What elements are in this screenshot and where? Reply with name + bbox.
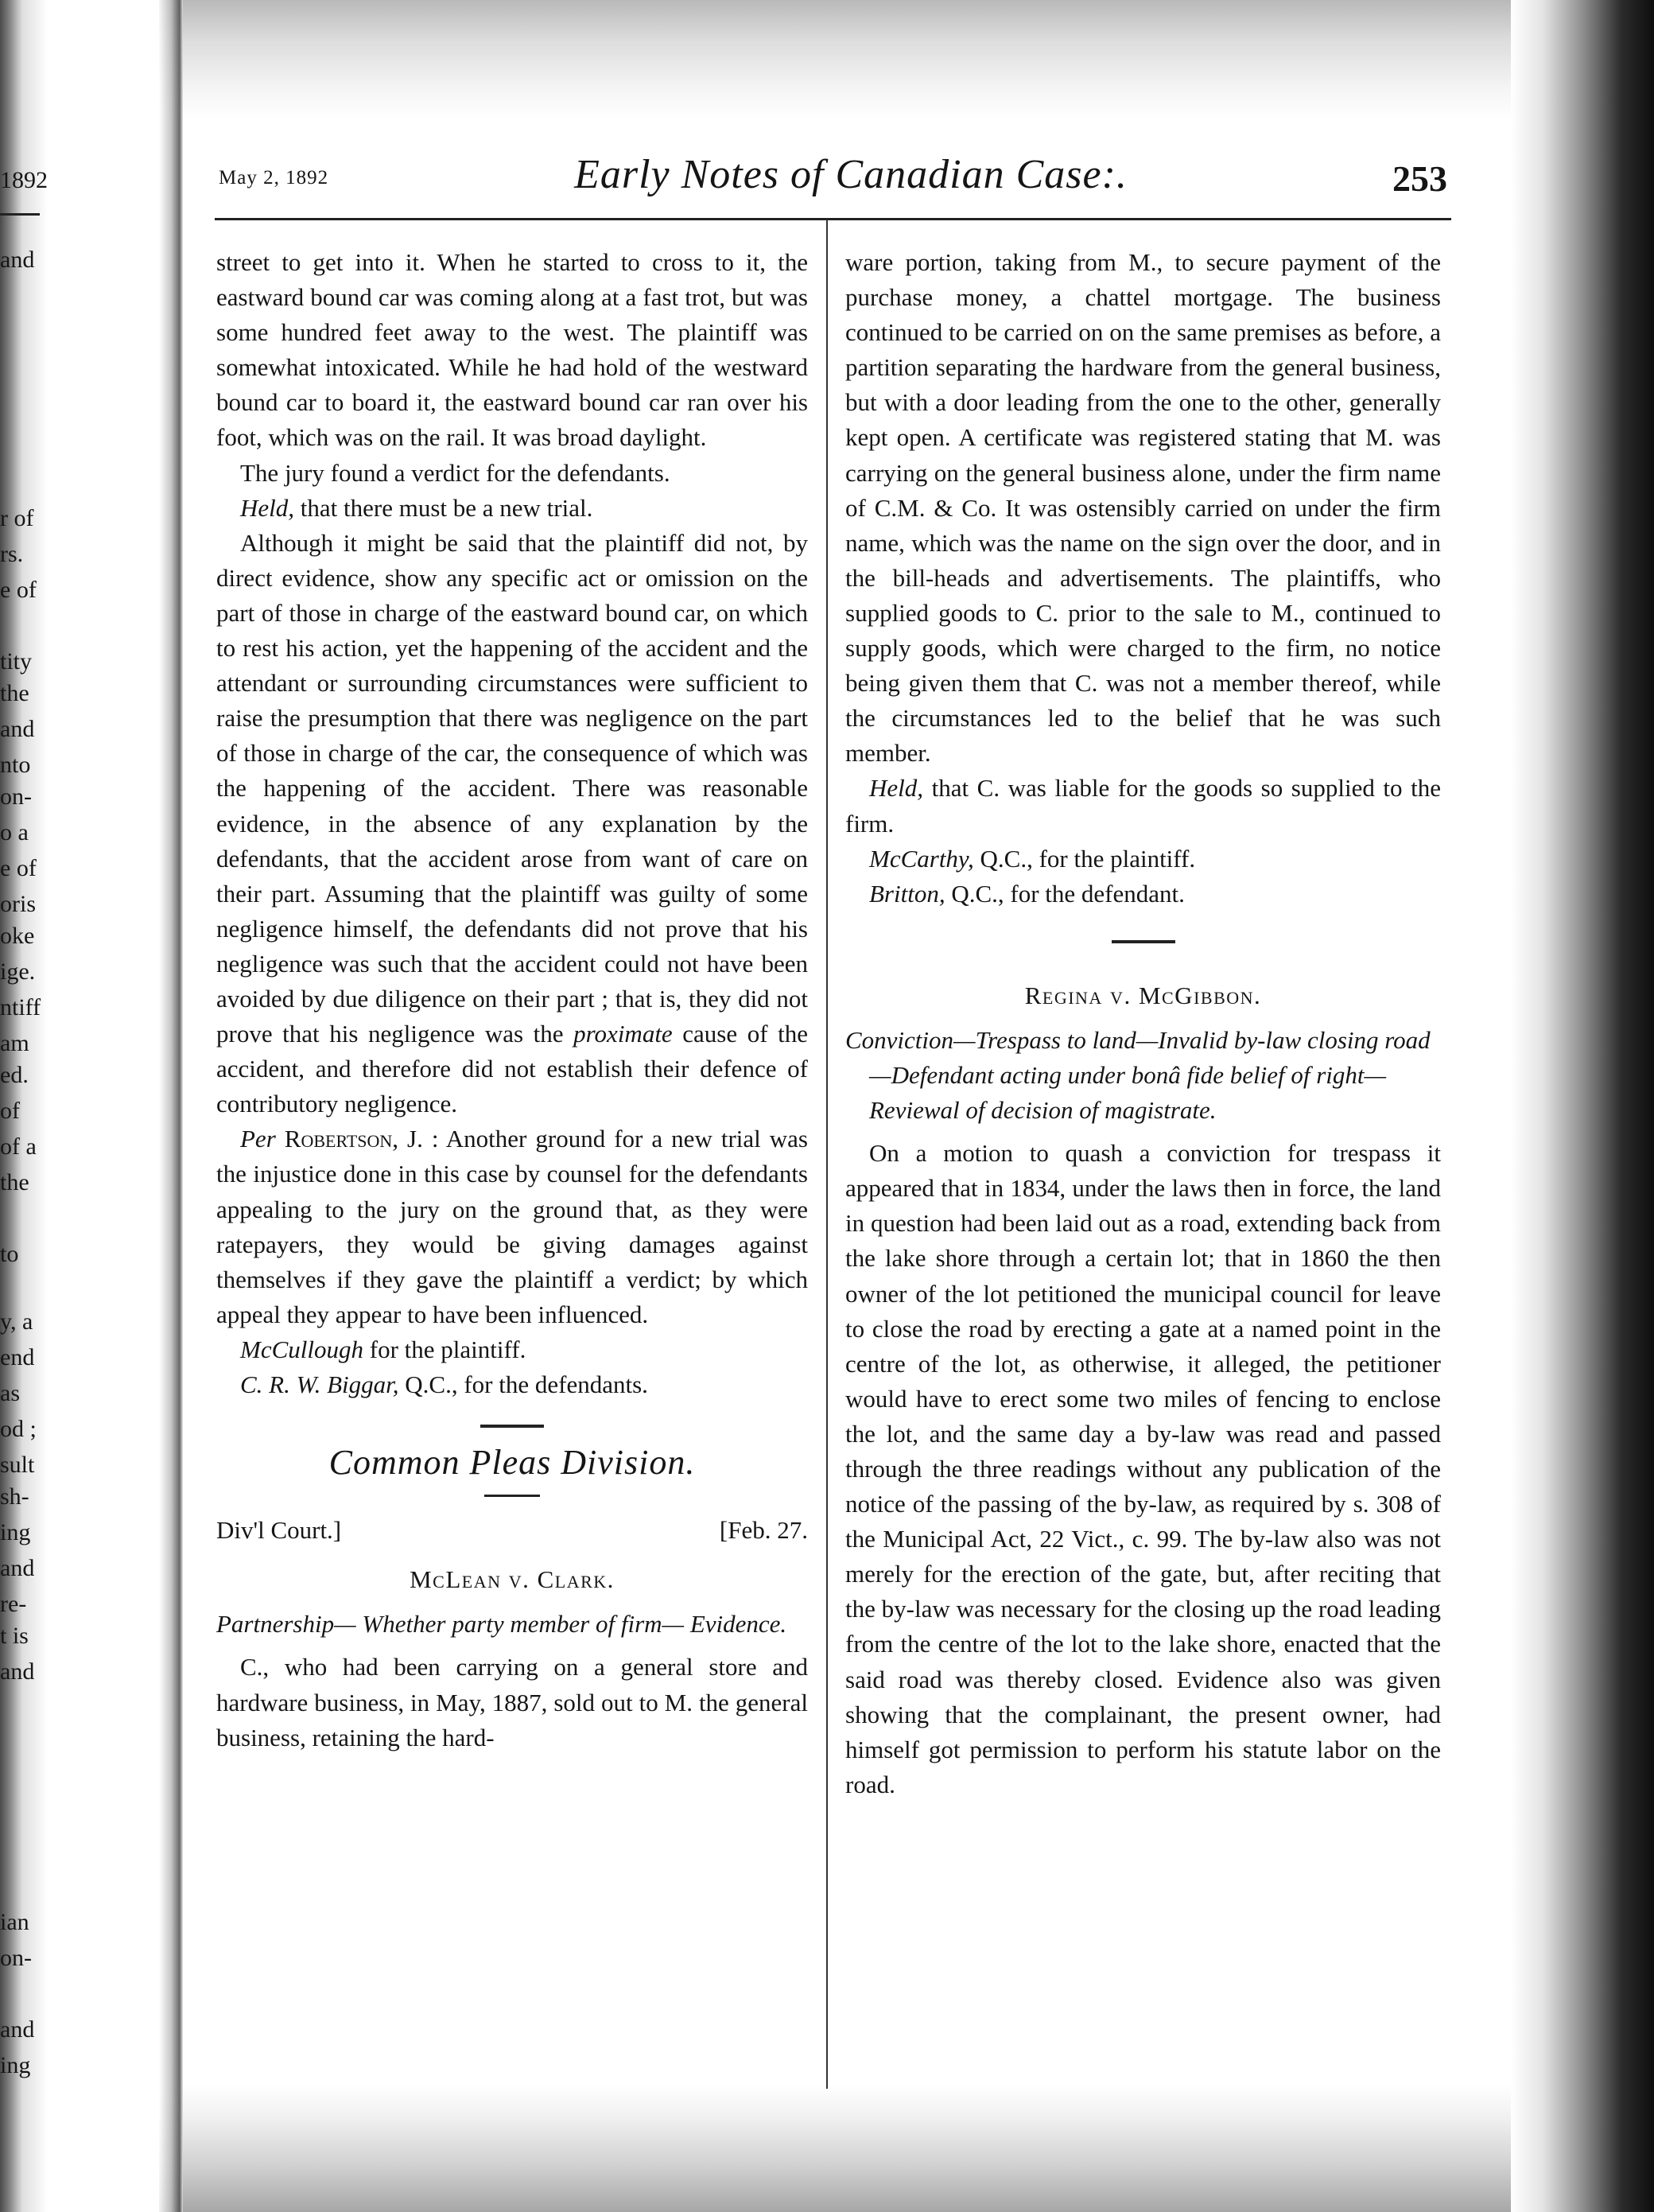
previous-page-fragment: and (0, 1555, 35, 1581)
held-word: Held, (240, 493, 295, 522)
counsel-line (845, 842, 1441, 877)
previous-page-rule (0, 213, 40, 216)
counsel-name: McCarthy, (869, 844, 974, 873)
paragraph: On a motion to quash a conviction for trespass it appeared that in 1834, under the laws then in force, the land in question had been laid out as a road, extending back from the lake shore through a certain lot; that in 1860 the then owner of the lot petitioned the municipal council for leave to close the road by erecting a gate at a named point in the centre of the lot, as otherwise, it alleged, the petitioner would have to erect some two miles of fencing to enclose the lot, and the same day a by-law was read and passed through the three readings without any publication of the notice of the passing of the by-law, as required by s. 308 of the Municipal Act, 22 Vict., c. 99. The by-law also was not merely for the erection of the gate, but, after reciting that the by-law was necessary for the closing up the road leading from the centre of the lot to the lake shore, enacted that the said road was thereby closed. Evidence also was given showing that the complainant, the present owner, had himself got permission to perform his statute labor on the road. (845, 1139, 1441, 1798)
previous-page-fragment: ing (0, 1519, 31, 1545)
previous-page-fragment: t is (0, 1623, 29, 1649)
previous-page-fragment: ian (0, 1909, 29, 1935)
section-rule (484, 1495, 540, 1497)
counsel-line (845, 877, 1441, 912)
scan-shadow-bottom (159, 2085, 1527, 2212)
paragraph: street to get into it. When he started to cross to it, the eastward bound car was coming along at a fast trot, but was some hundred feet away to the west. The plaintiff was somewhat intoxicated. While he had hold of the westward bound car to board it, the eastward bound car ran over his foot, which was on the rail. It was broad daylight. (216, 248, 808, 452)
previous-page-fragment: 1892 (0, 167, 48, 193)
held-text: that there must be a new trial. (294, 493, 593, 522)
holding-paragraph (845, 771, 1441, 841)
section-rule (480, 1425, 544, 1428)
previous-page-fragment: on- (0, 1945, 32, 1971)
previous-page-fragment: of a (0, 1133, 37, 1160)
scan-binding-right (1511, 0, 1654, 2212)
case-title: Regina v. McGibbon. (1024, 981, 1262, 1009)
header-title: Early Notes of Canadian Case:. (574, 152, 1128, 197)
counsel-line (216, 1332, 808, 1367)
previous-page-fragment: oris (0, 891, 36, 917)
case-title: McLean v. Clark. (410, 1565, 615, 1594)
held-word: Held, (869, 774, 924, 803)
right-column (845, 245, 1441, 1802)
paragraph-text: cause of the accident, and therefore did not establish their defence of contributory negligence. (216, 1020, 808, 1118)
counsel-name: C. R. W. Biggar, (240, 1370, 399, 1398)
previous-page-fragment: ed. (0, 1062, 29, 1088)
headnote: Partnership— Whether party member of firm— Evidence. (216, 1610, 787, 1639)
previous-page-fragment: the (0, 1169, 29, 1195)
paragraph-text: Another ground for a new trial was the injustice done in this case by counsel for the defendants appealing to the jury on the ground that, as they were ratepayers, they would be giving damages against themselves if they gave the plaintiff a verdict; by which appeal they appear to have been influenced. (216, 1125, 808, 1328)
holding-paragraph (216, 491, 808, 526)
paragraph (216, 526, 808, 1122)
previous-page-fragment: od ; (0, 1416, 37, 1442)
previous-page-fragment: as (0, 1380, 20, 1406)
previous-page-fragment: and (0, 2016, 35, 2043)
court-date-line (216, 1513, 808, 1548)
previous-page-fragment: e of (0, 577, 37, 603)
judge-name: Robertson, J. : (275, 1125, 439, 1153)
previous-page-fragment: ntiff (0, 994, 41, 1020)
page-number: 253 (1392, 158, 1447, 199)
counsel-line (216, 1367, 808, 1402)
previous-page-fragment: e of (0, 855, 37, 881)
previous-page-fragment: o a (0, 819, 29, 846)
previous-page-fragment: and (0, 716, 35, 742)
previous-page-fragment: on- (0, 783, 32, 810)
previous-page-fragment: am (0, 1030, 29, 1056)
paragraph-text: Although it might be said that the plaintiff did not, by direct evidence, show any specific act or omission on the part of those in charge of the eastward bound car, on which to rest his action, yet the happening of the accident and the attendant or surrounding circumstances were sufficient to raise the presumption that there was negligence on the part of those in charge of the car, the consequence of which was the happening of the accident. There was reasonable evidence, in the absence of any explanation by the defendants, that the accident arose from want of care on their part. Assuming that the plaintiff was guilty of some negligence himself, the defendants did not prove that his negligence was such that the accident could not have been avoided by due diligence on their part ; that is, they did not prove that his negligence was the (216, 528, 808, 1048)
header-rule (215, 218, 1451, 220)
header-date: May 2, 1892 (219, 167, 329, 189)
previous-page-fragment: ing (0, 2052, 31, 2078)
paragraph: C., who had been carrying on a general store and hardware business, in May, 1887, sold out to M. the general business, retaining the hard- (216, 1653, 808, 1751)
left-column (216, 245, 808, 1755)
previous-page-fragment: and (0, 1658, 35, 1685)
running-header (215, 150, 1447, 205)
scan-shadow-top (159, 0, 1527, 119)
counsel-name: McCullough (240, 1335, 363, 1363)
previous-page-fragment: and (0, 247, 35, 273)
counsel-role: Q.C., for the plaintiff. (973, 844, 1196, 873)
previous-page-fragment: r of (0, 505, 34, 531)
counsel-name: Britton, (869, 879, 945, 908)
previous-page-fragment: nto (0, 752, 31, 778)
previous-page-fragment: end (0, 1344, 35, 1370)
column-divider (826, 220, 828, 2089)
decision-date: [Feb. 27. (719, 1516, 808, 1545)
previous-page-fragment: oke (0, 923, 35, 949)
previous-page-fragment: to (0, 1241, 19, 1267)
paragraph: The jury found a verdict for the defendants. (240, 458, 670, 487)
previous-page-fragment: of (0, 1098, 20, 1124)
previous-page-fragment: re- (0, 1591, 27, 1617)
held-text: that C. was liable for the goods so supplied to the firm. (845, 774, 1441, 838)
section-rule (1112, 940, 1175, 943)
previous-page-fragment: sh- (0, 1483, 29, 1510)
section-title: Common Pleas Division. (328, 1443, 696, 1483)
counsel-role: Q.C., for the defendant. (945, 879, 1185, 908)
headnote: Conviction—Trespass to land—Invalid by-law closing road—Defendant acting under bonâ fide belief of right—Reviewal of decision of magistrate. (845, 1025, 1431, 1125)
emphasis-word: proximate (573, 1020, 673, 1048)
per-word: Per (240, 1125, 276, 1153)
previous-page-fragment: ige. (0, 958, 36, 985)
counsel-role: Q.C., for the defendants. (398, 1370, 648, 1398)
previous-page-fragment: rs. (0, 541, 24, 567)
previous-page-fragment: the (0, 680, 29, 706)
previous-page-fragments (0, 143, 56, 2078)
counsel-role: for the plaintiff. (363, 1335, 526, 1363)
previous-page-fragment: sult (0, 1452, 35, 1478)
court-name: Div'l Court.] (216, 1516, 342, 1545)
paragraph: ware portion, taking from M., to secure payment of the purchase money, a chattel mortgage. The business continued to be carried on on the same premises as before, a partition separating the hardware from the general business, but with a door leading from the one to the other, generally kept open. A certificate was registered stating that M. was carrying on the general business alone, under the firm name of C.M. & Co. It was ostensibly carried on under the firm name, which was the name on the sign over the door, and in the bill-heads and advertisements. The plaintiffs, who supplied goods to C. prior to the sale to M., continued to supply goods, which were charged to the firm, no notice being given them that C. was not a member thereof, while the circumstances led to the belief that he was such member. (845, 248, 1441, 768)
opinion-paragraph (216, 1122, 808, 1332)
previous-page-fragment: tity (0, 648, 33, 674)
previous-page-fragment: y, a (0, 1308, 33, 1335)
